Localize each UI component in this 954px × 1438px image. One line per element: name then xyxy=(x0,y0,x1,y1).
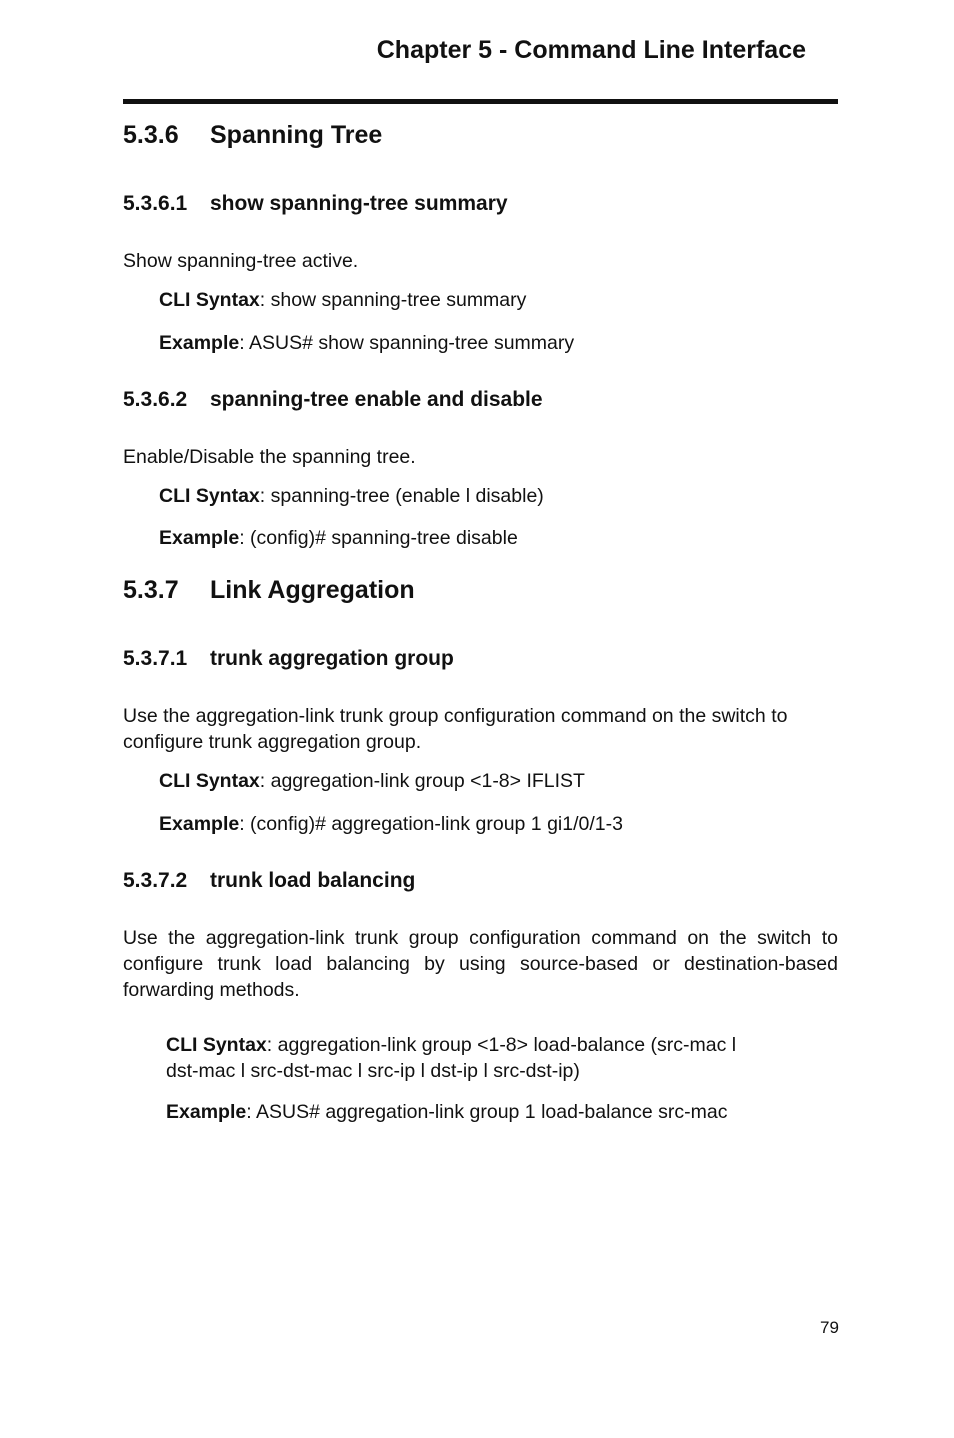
example-5-3-7-2 xyxy=(166,1101,727,1124)
subsection-title: show spanning-tree summary xyxy=(210,192,508,215)
subsection-number: 5.3.7.1 xyxy=(123,647,188,670)
description-5-3-6-1: Show spanning-tree active. xyxy=(123,250,359,272)
example-label: Example xyxy=(159,332,240,354)
syntax-text: : aggregation-link group <1-8> load-balance (src-mac l xyxy=(266,1034,737,1056)
syntax-label: CLI Syntax xyxy=(159,289,260,311)
syntax-label: CLI Syntax xyxy=(159,770,260,792)
example-text: : (config)# aggregation-link group 1 gi1/0/1-3 xyxy=(239,813,623,835)
example-text: : (config)# spanning-tree disable xyxy=(239,527,518,549)
cli-syntax-5-3-7-2 xyxy=(166,1034,736,1057)
example-5-3-6-2 xyxy=(159,527,518,550)
cli-syntax-5-3-6-1 xyxy=(159,289,526,312)
description-5-3-7-2: Use the aggregation-link trunk group configuration command on the switch to configure trunk load balancing by using source-based or destination-based forwarding methods. xyxy=(123,927,838,1001)
description-5-3-6-2: Enable/Disable the spanning tree. xyxy=(123,446,416,468)
subsection-number: 5.3.6.1 xyxy=(123,192,188,215)
subsection-number: 5.3.6.2 xyxy=(123,388,188,411)
page-number: 79 xyxy=(820,1318,839,1337)
subsection-heading-5-3-7-2 xyxy=(123,869,415,893)
subsection-number: 5.3.7.2 xyxy=(123,869,188,892)
subsection-heading-5-3-6-2 xyxy=(123,388,543,412)
syntax-text: : spanning-tree (enable l disable) xyxy=(259,485,544,507)
example-5-3-6-1 xyxy=(159,332,574,355)
header-rule xyxy=(123,99,838,104)
section-title: Spanning Tree xyxy=(210,121,383,149)
subsection-title: trunk load balancing xyxy=(210,869,416,892)
subsection-heading-5-3-6-1 xyxy=(123,192,508,216)
description-5-3-7-1: Use the aggregation-link trunk group configuration command on the switch to configure trunk aggregation group. xyxy=(123,705,788,753)
section-title: Link Aggregation xyxy=(210,576,415,604)
syntax-text: : show spanning-tree summary xyxy=(259,289,527,311)
subsection-heading-5-3-7-1 xyxy=(123,647,454,671)
example-label: Example xyxy=(159,813,240,835)
chapter-title: Chapter 5 - Command Line Interface xyxy=(376,36,806,64)
example-text: : ASUS# aggregation-link group 1 load-balance src-mac xyxy=(246,1101,728,1123)
example-label: Example xyxy=(159,527,240,549)
example-label: Example xyxy=(166,1101,247,1123)
syntax-label: CLI Syntax xyxy=(159,485,260,507)
section-number: 5.3.7 xyxy=(123,576,179,604)
section-heading-5-3-7 xyxy=(123,576,415,605)
syntax-label: CLI Syntax xyxy=(166,1034,267,1056)
cli-syntax-5-3-7-2-continued: dst-mac l src-dst-mac l src-ip l dst-ip l src-dst-ip) xyxy=(166,1060,580,1082)
subsection-title: trunk aggregation group xyxy=(210,647,454,670)
example-text: : ASUS# show spanning-tree summary xyxy=(239,332,575,354)
syntax-text: : aggregation-link group <1-8> IFLIST xyxy=(259,770,585,792)
cli-syntax-5-3-7-1 xyxy=(159,770,585,793)
cli-syntax-5-3-6-2 xyxy=(159,485,544,508)
example-5-3-7-1 xyxy=(159,813,623,836)
section-heading-5-3-6 xyxy=(123,121,382,150)
subsection-title: spanning-tree enable and disable xyxy=(210,388,543,411)
section-number: 5.3.6 xyxy=(123,121,179,149)
